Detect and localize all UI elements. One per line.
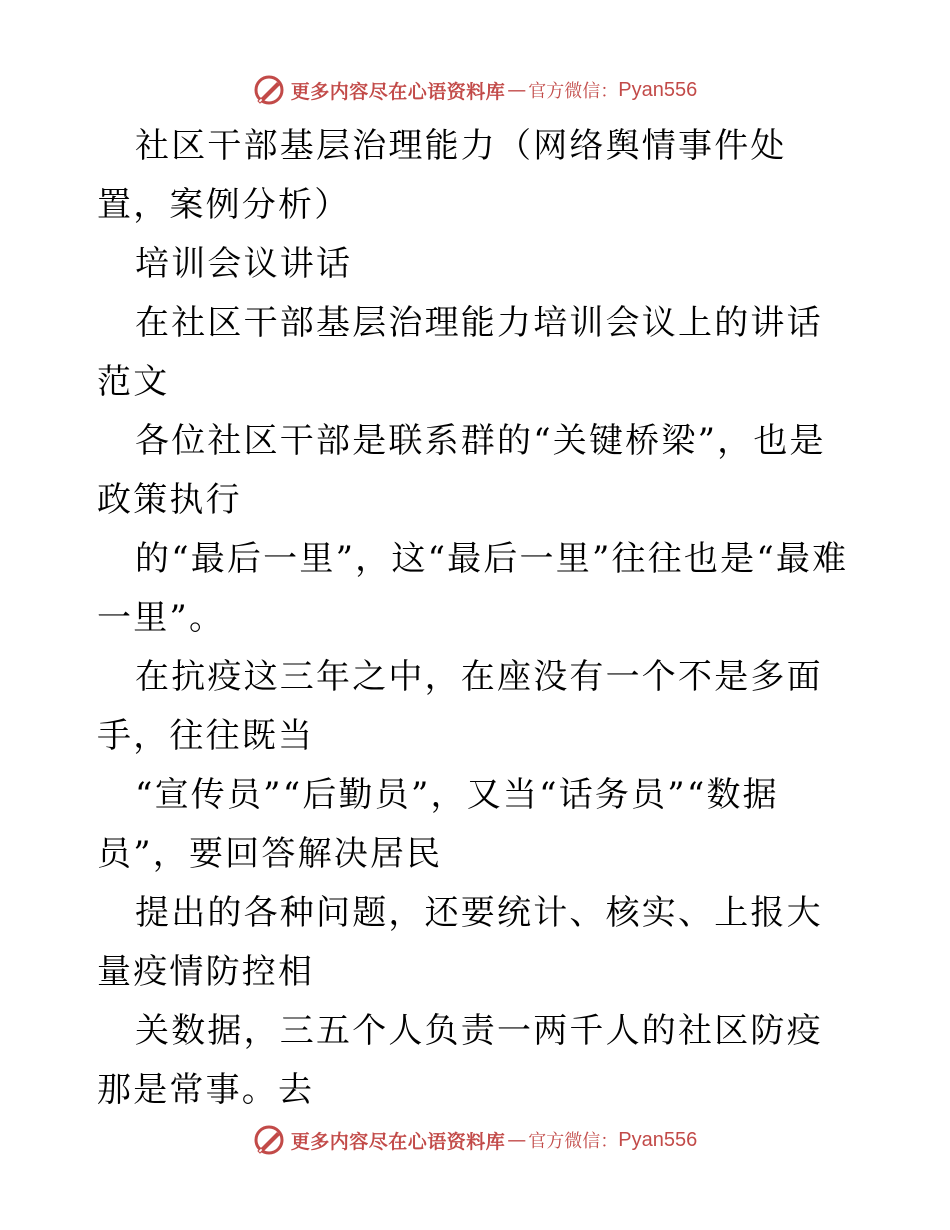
paragraph: 的“最后一里”，这“最后一里”往往也是“最难一里”。 [97, 539, 849, 638]
banner-contact-label: 官方微信： [528, 1131, 619, 1152]
paragraph: 在抗疫这三年之中，在座没有一个不是多面手，往往既当 [97, 657, 823, 756]
banner-text: 更多内容尽在心语资料库 [290, 1130, 506, 1153]
banner-dash: — [507, 1129, 527, 1151]
paragraph: “宣传员”“后勤员”，又当“话务员”“数据员”，要回答解决居民 [97, 775, 779, 874]
footer-banner [0, 1120, 950, 1160]
pen-logo-icon [253, 1124, 285, 1156]
paragraph-heading: 在社区干部基层治理能力培训会议上的讲话范文 [97, 303, 823, 402]
paragraph: 提出的各种问题，还要统计、核实、上报大量疫情防控相 [97, 893, 823, 992]
document-body [97, 117, 853, 1120]
paragraph: 各位社区干部是联系群的“关键桥梁”，也是政策执行 [97, 421, 826, 520]
paragraph: 关数据，三五个人负责一两千人的社区防疫那是常事。去 [97, 1011, 823, 1110]
paragraph-subtitle: 培训会议讲话 [135, 244, 353, 284]
banner-text: 更多内容尽在心语资料库 [290, 80, 506, 103]
pen-logo-icon [253, 74, 285, 106]
paragraph-title: 社区干部基层治理能力（网络舆情事件处置，案例分析） [97, 126, 787, 225]
banner-contact-label: 官方微信： [528, 81, 619, 102]
banner-dash: — [507, 79, 527, 101]
header-banner [0, 70, 950, 110]
banner-contact-id: Pyan556 [618, 78, 698, 101]
banner-contact-id: Pyan556 [618, 1128, 698, 1151]
